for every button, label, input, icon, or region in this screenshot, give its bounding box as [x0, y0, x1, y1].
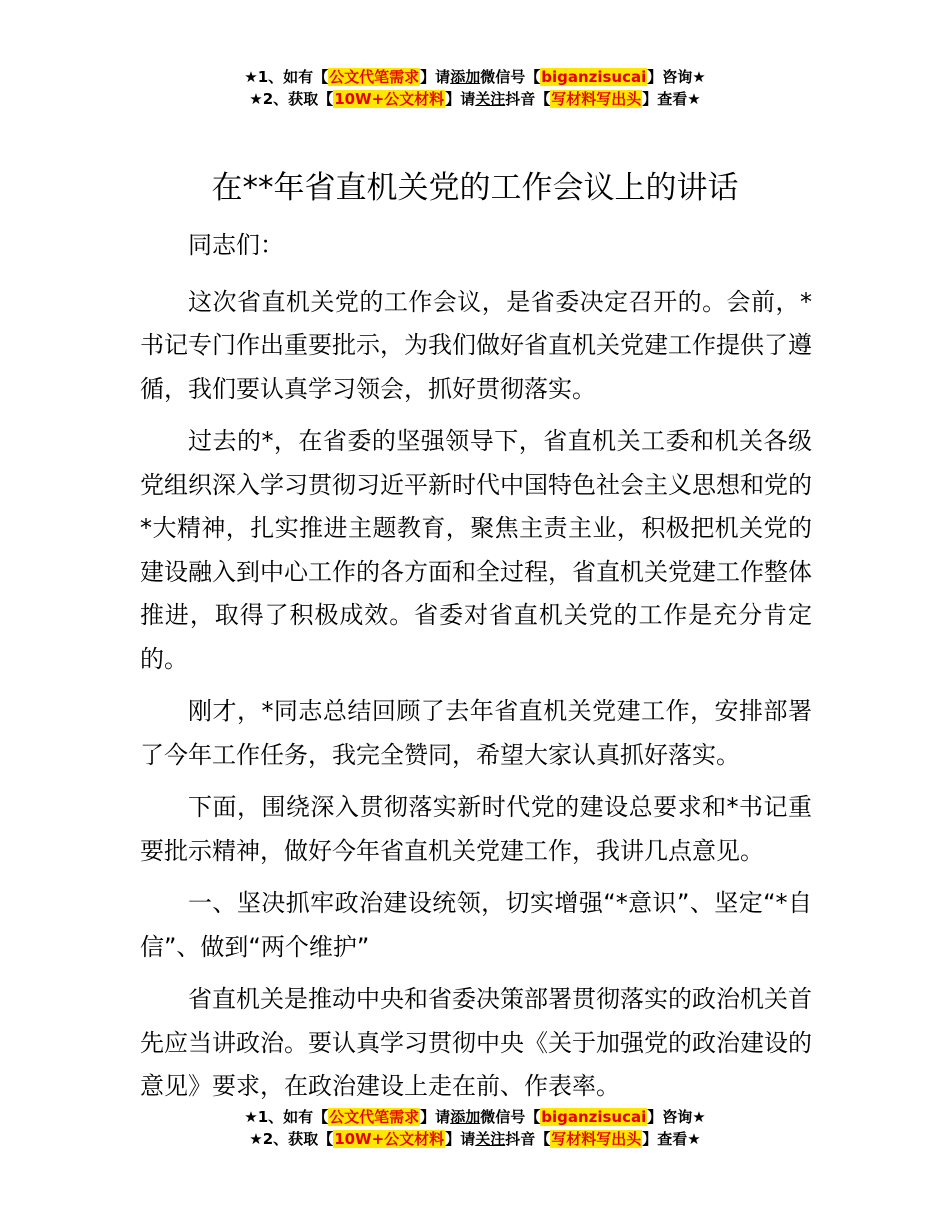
header-promo-banner	[0, 66, 950, 110]
document-body	[140, 224, 812, 1118]
promo-highlight: 10W+公文材料	[334, 1130, 445, 1148]
greeting: 同志们：	[188, 231, 284, 259]
promo-highlight: 10W+公文材料	[334, 90, 445, 108]
paragraph: 下面，围绕深入贯彻落实新时代党的建设总要求和*书记重要批示精神，做好今年省直机关党建工作，我讲几点意见。	[140, 793, 812, 865]
promo-highlight: 公文代笔需求	[329, 68, 420, 86]
promo-highlight: 写材料写出头	[551, 90, 642, 108]
promo-line-2: ★2、获取【10W+公文材料】请关注抖音【写材料写出头】查看★	[249, 90, 701, 108]
promo-highlight: biganzisucai	[541, 68, 647, 86]
promo-highlight: 写材料写出头	[551, 1130, 642, 1148]
promo-line-1: ★1、如有【公文代笔需求】请添加微信号【biganzisucai】咨询★	[244, 68, 706, 86]
document-title: 在**年省直机关党的工作会议上的讲话	[211, 170, 739, 206]
promo-highlight: biganzisucai	[541, 1108, 647, 1126]
paragraph: 刚才，*同志总结回顾了去年省直机关党建工作，安排部署了今年工作任务，我完全赞同，希望大家认真抓好落实。	[140, 697, 812, 769]
paragraph: 过去的*，在省委的坚强领导下，省直机关工委和机关各级党组织深入学习贯彻习近平新时代中国特色社会主义思想和党的*大精神，扎实推进主题教育，聚焦主责主业，积极把机关党的建设融入到中心工作的各方面和全过程，省直机关党建工作整体推进，取得了积极成效。省委对省直机关党的工作是充分肯定的。	[140, 427, 812, 673]
promo-line-2: ★2、获取【10W+公文材料】请关注抖音【写材料写出头】查看★	[249, 1130, 701, 1148]
paragraph: 省直机关是推动中央和省委决策部署贯彻落实的政治机关首先应当讲政治。要认真学习贯彻中央《关于加强党的政治建设的意见》要求，在政治建设上走在前、作表率。	[140, 985, 812, 1100]
promo-highlight: 公文代笔需求	[329, 1108, 420, 1126]
promo-line-1: ★1、如有【公文代笔需求】请添加微信号【biganzisucai】咨询★	[244, 1108, 706, 1126]
section-heading: 一、坚决抓牢政治建设统领，切实增强“*意识”、坚定“*自信”、做到“两个维护”	[140, 889, 812, 961]
footer-promo-banner	[0, 1106, 950, 1150]
paragraph: 这次省直机关党的工作会议，是省委决定召开的。会前，*书记专门作出重要批示，为我们做好省直机关党建工作提供了遵循，我们要认真学习领会，抓好贯彻落实。	[140, 287, 812, 403]
